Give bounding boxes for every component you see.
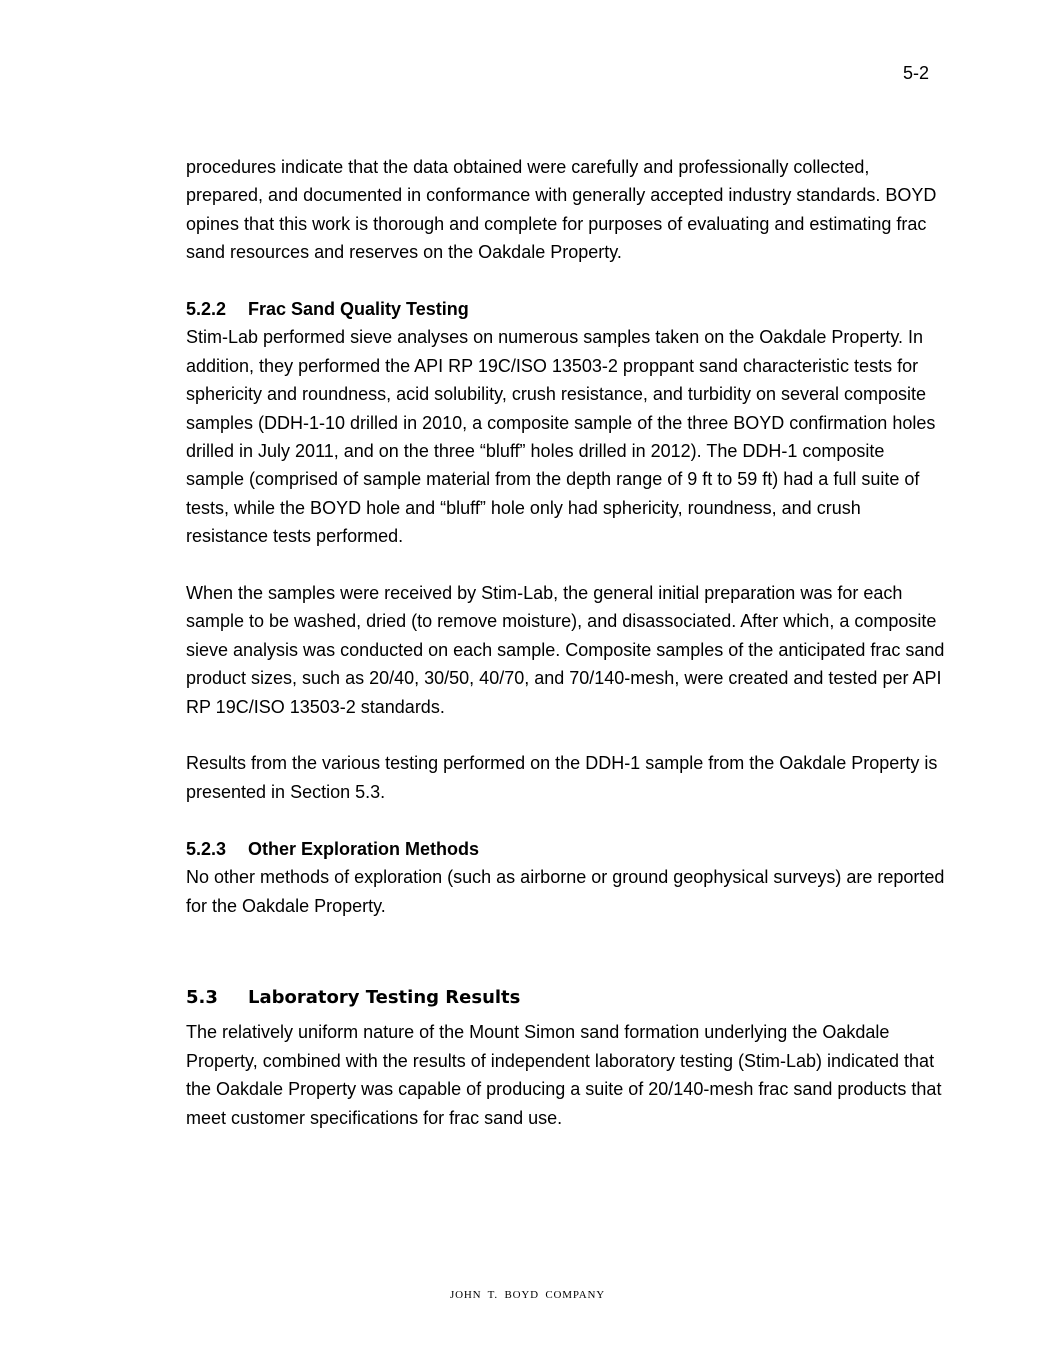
- section-heading-5-3: [186, 986, 946, 1010]
- paragraph: The relatively uniform nature of the Mount Simon sand formation underlying the Oakdale Property, combined with the results of independent laboratory testing (Stim-Lab) indicated that the Oakdale Property was capable of producing a suite of 20/140-mesh frac sand products that meet customer specifications for frac sand use.: [186, 1022, 942, 1128]
- document-body: [186, 153, 946, 1132]
- section-number: 5.2.2: [186, 299, 227, 320]
- paragraph: No other methods of exploration (such as airborne or ground geophysical surveys) are reported for the Oakdale Property.: [186, 867, 945, 916]
- section-heading-5-2-2: [186, 295, 946, 323]
- section-number: 5.2.3: [186, 838, 227, 859]
- section-title: Frac Sand Quality Testing: [248, 299, 469, 320]
- page-number: 5-2: [903, 63, 930, 83]
- section-title: Laboratory Testing Results: [248, 987, 521, 1009]
- intro-paragraph: procedures indicate that the data obtained were carefully and professionally collected, prepared, and documented in conformance with generally accepted industry standards. BOYD opines that this work is thorough and complete for purposes of evaluating and estimating frac sand resources and reserves on the Oakdale Property.: [186, 157, 937, 263]
- paragraph: Results from the various testing performed on the DDH-1 sample from the Oakdale Property is presented in Section 5.3.: [186, 753, 938, 802]
- section-number: 5.3: [186, 987, 218, 1009]
- section-heading-5-2-3: [186, 835, 946, 863]
- paragraph: When the samples were received by Stim-Lab, the general initial preparation was for each sample to be washed, dried (to remove moisture), and disassociated. After which, a composite sieve analysis was conducted on each sample. Composite samples of the anticipated frac sand product sizes, such as 20/40, 30/50, 40/70, and 70/140-mesh, were created and tested per API RP 19C/ISO 13503-2 standards.: [186, 583, 945, 717]
- paragraph: Stim-Lab performed sieve analyses on numerous samples taken on the Oakdale Property. In addition, they performed the API RP 19C/ISO 13503-2 proppant sand characteristic tests for sphericity and roundness, acid solubility, crush resistance, and turbidity on several composite samples (DDH-1-10 drilled in 2010, a composite sample of the three BOYD confirmation holes drilled in July 2011, and on the three “bluff” holes drilled in 2012). The DDH-1 composite sample (comprised of sample material from the depth range of 9 ft to 59 ft) had a full suite of tests, while the BOYD hole and “bluff” hole only had sphericity, roundness, and crush resistance tests performed.: [186, 327, 936, 547]
- section-title: Other Exploration Methods: [248, 838, 480, 859]
- footer-company-name: JOHN T. BOYD COMPANY: [450, 1289, 605, 1301]
